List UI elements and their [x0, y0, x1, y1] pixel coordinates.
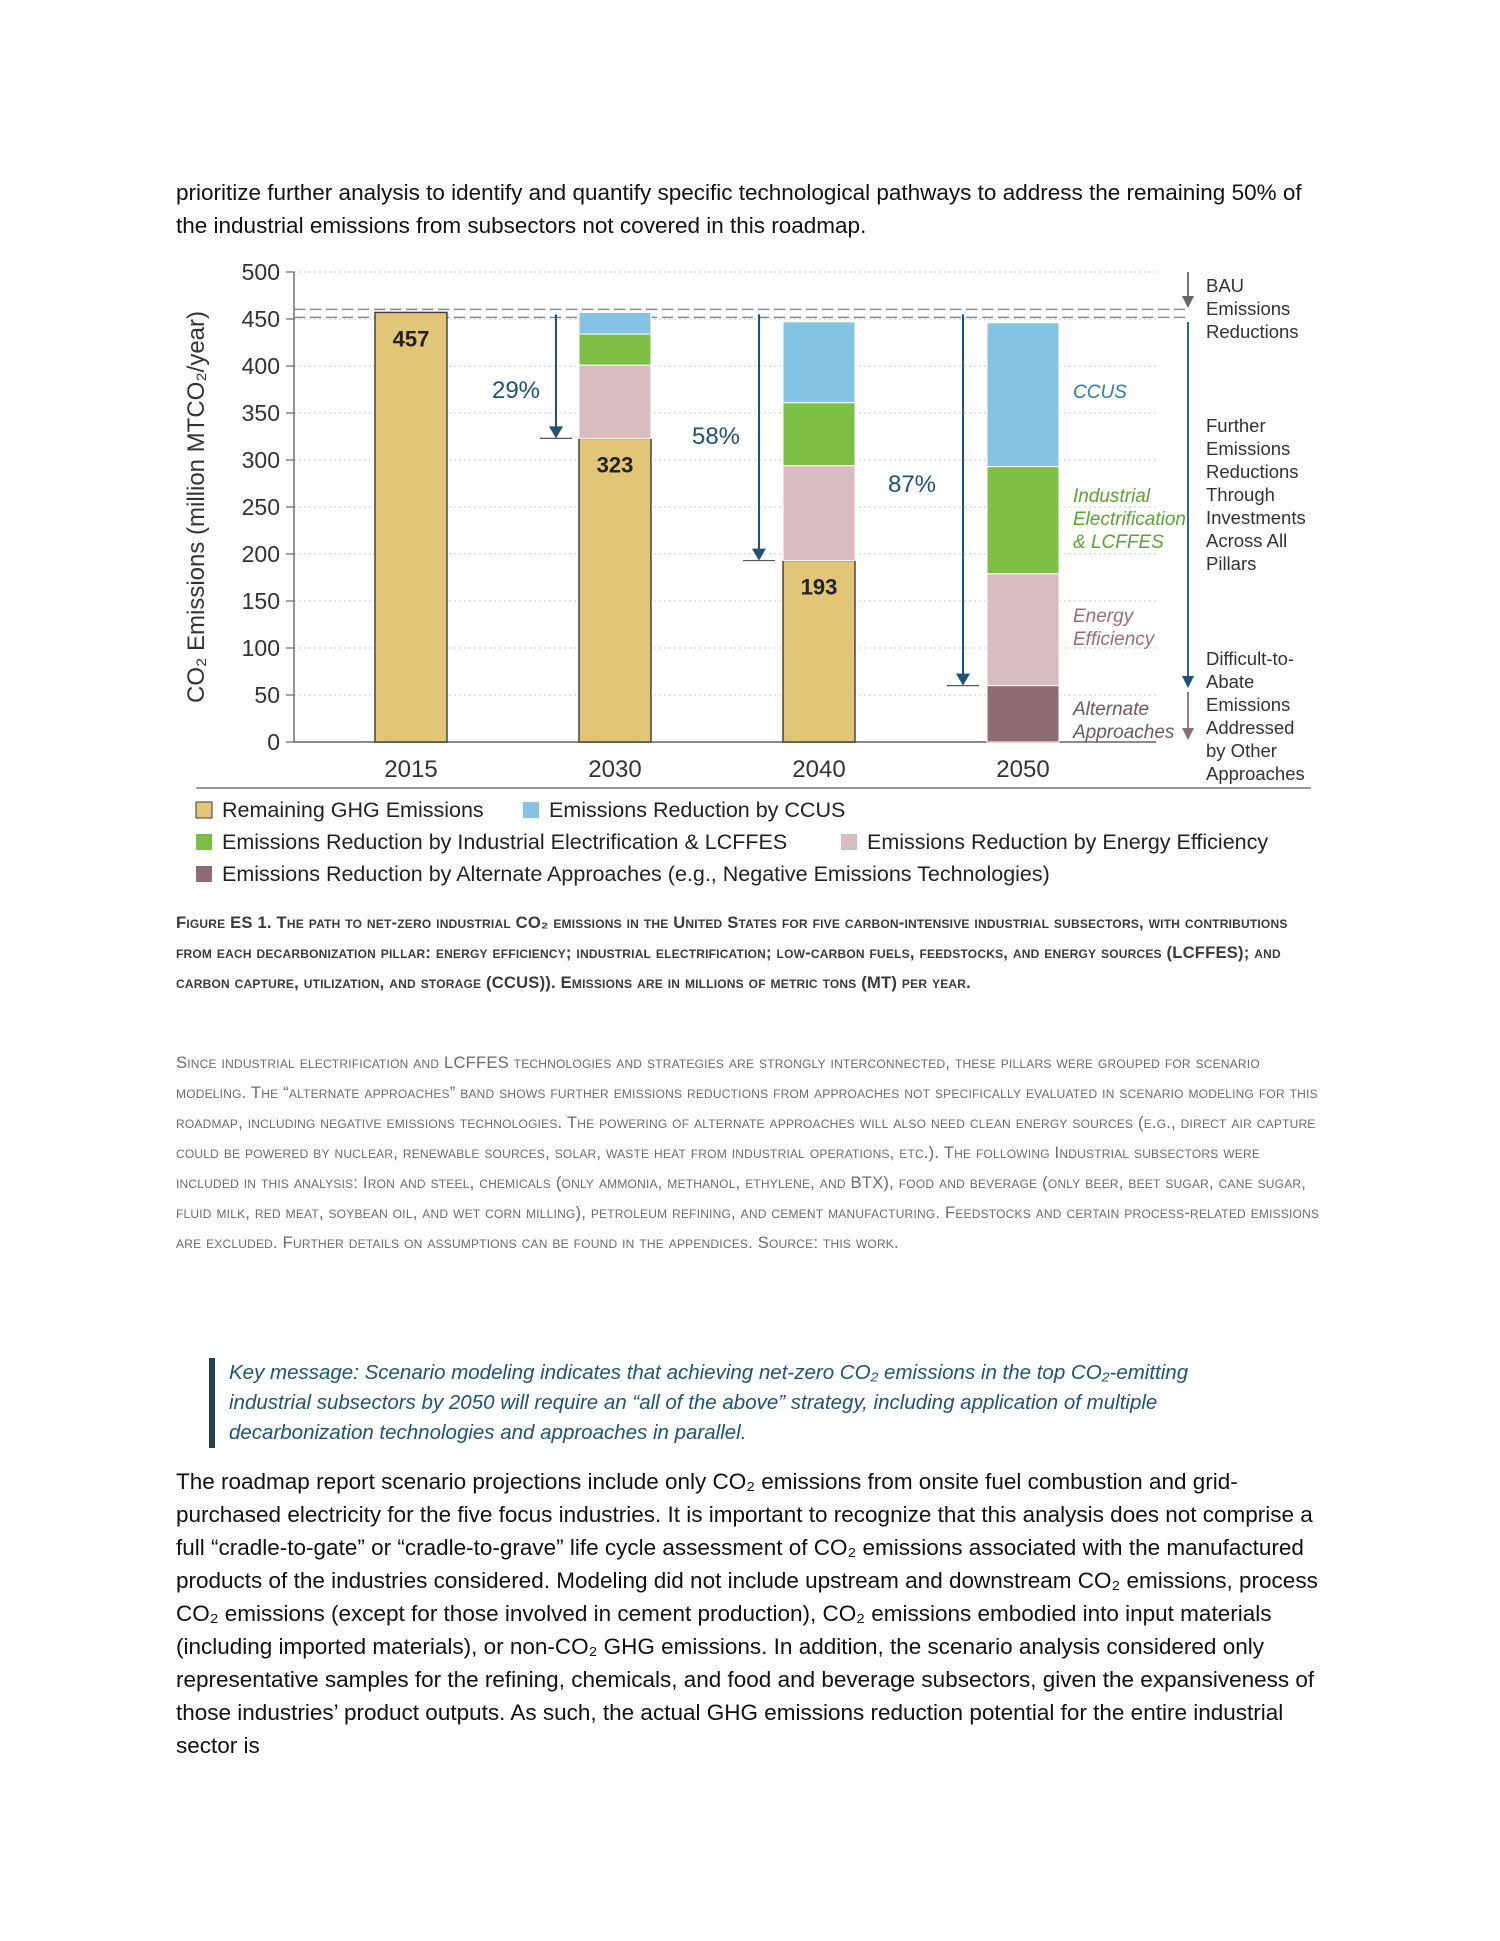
bar-segment: [579, 312, 651, 334]
legend-swatch: [841, 834, 857, 850]
bar-segment: [987, 323, 1059, 467]
band-label: Industrial: [1073, 486, 1151, 507]
bar-segment: [987, 467, 1059, 574]
side-annotation: Through: [1206, 484, 1275, 505]
key-message-box: [209, 1358, 1239, 1448]
reduction-percent-label: 58%: [691, 423, 741, 450]
y-axis-label: CO₂ Emissions (million MTCO₂/year): [183, 310, 210, 704]
bar-segment: [783, 403, 855, 466]
side-annotation: Reductions: [1206, 321, 1299, 342]
side-annotation: Difficult-to-: [1206, 648, 1295, 669]
bar-segment: [987, 574, 1059, 686]
reduction-arrowhead: [752, 549, 766, 561]
key-message-text: Key message: Scenario modeling indicates that achieving net-zero CO₂ emissions in the top CO₂-emitting industrial subsectors by 2050 will require an “all of the above” strategy, including application of multiple decarbonization technologies and approaches in parallel.: [229, 1361, 1189, 1444]
note-text: Since industrial electrification and LCFFES technologies and strategies are strongly interconnected, these pillars were grouped for scenario modeling. The “alternate approaches” band shows further emissions reductions from approaches not specifically evaluated in scenario modeling for this roadmap, including negative emissions technologies. The powering of alternate approaches will also need clean energy sources (e.g., direct air capture could be powered by nuclear, renewable sources, solar, waste heat from industrial operations, etc.). The following Industrial subsectors were included in this analysis: Iron and steel, chemicals (only ammonia, methanol, ethylene, and BTX), food and beverage (only beer, beet sugar, cane sugar, fluid milk, red meat, soybean oil, and wet corn milling), petroleum refining, and cement manufacturing. Feedstocks and certain process-related emissions are excluded. Further details on assumptions can be found in the appendices. Source: this work.: [176, 1053, 1320, 1252]
side-annotation: Across All: [1206, 530, 1288, 551]
bar-segment: [375, 312, 447, 742]
bar-segment: [783, 322, 855, 403]
x-tick-label: 2040: [792, 756, 846, 783]
y-tick-label: 300: [241, 447, 280, 473]
y-tick-label: 350: [241, 400, 280, 426]
body-paragraph: [176, 1465, 1326, 1762]
side-annotation: by Other: [1206, 740, 1277, 761]
y-tick-label: 450: [241, 306, 280, 332]
emissions-chart: [176, 252, 1326, 892]
side-annotation: Abate: [1206, 671, 1255, 692]
y-tick-label: 0: [267, 729, 280, 755]
side-annotation: Emissions: [1206, 298, 1291, 319]
reduction-percent-label: 87%: [887, 471, 937, 498]
data-label: 193: [800, 574, 838, 600]
bar-segment: [579, 334, 651, 365]
y-tick-label: 50: [254, 682, 280, 708]
figure-caption: [176, 908, 1326, 998]
legend-label: Emissions Reduction by Alternate Approaches (e.g., Negative Emissions Technologies): [222, 862, 1050, 886]
side-annotation: Emissions: [1206, 438, 1291, 459]
reduction-arrowhead: [956, 674, 970, 686]
band-label: Efficiency: [1073, 629, 1155, 650]
legend-swatch: [196, 866, 212, 882]
y-tick-label: 250: [241, 494, 280, 520]
data-label: 323: [596, 452, 634, 478]
intro-paragraph: [176, 176, 1326, 242]
x-tick-label: 2015: [384, 756, 438, 783]
y-tick-label: 500: [241, 259, 280, 285]
bau-reduction-arrowhead: [1182, 296, 1194, 308]
band-label: CCUS: [1073, 382, 1127, 403]
side-annotation: Addressed: [1206, 717, 1295, 738]
difficult-abate-arrowhead: [1182, 728, 1194, 740]
legend-swatch: [523, 802, 539, 818]
bar-segment: [783, 466, 855, 561]
intro-text: prioritize further analysis to identify and quantify specific technological pathways to address the remaining 50% of the industrial emissions from subsectors not covered in this roadmap.: [176, 180, 1302, 238]
band-label: Energy: [1073, 606, 1134, 627]
bar-segment: [987, 686, 1059, 742]
band-label: Alternate: [1073, 699, 1150, 720]
legend-label: Emissions Reduction by CCUS: [549, 798, 846, 822]
band-label: & LCFFES: [1073, 532, 1164, 553]
band-label: Approaches: [1073, 722, 1175, 743]
legend-label: Emissions Reduction by Energy Efficiency: [867, 830, 1269, 854]
y-tick-label: 200: [241, 541, 280, 567]
legend-label: Remaining GHG Emissions: [222, 798, 484, 822]
figure-note: [176, 1048, 1326, 1258]
side-annotation: Investments: [1206, 507, 1306, 528]
band-label: Electrification: [1073, 509, 1186, 530]
side-annotation: Approaches: [1206, 763, 1305, 784]
reduction-arrowhead: [549, 426, 563, 438]
bar-segment: [579, 438, 651, 742]
y-tick-label: 100: [241, 635, 280, 661]
side-annotation: Reductions: [1206, 461, 1299, 482]
legend-swatch: [196, 802, 212, 818]
y-tick-label: 400: [241, 353, 280, 379]
caption-text: Figure ES 1. The path to net-zero industrial CO₂ emissions in the United States for five carbon-intensive industrial subsectors, with contributions from each decarbonization pillar: energy efficiency; industrial electrification; low-carbon fuels, feedstocks, and energy sources (LCFFES); and carbon capture, utilization, and storage (CCUS)). Emissions are in millions of metric tons (MT) per year.: [176, 913, 1288, 992]
side-annotation: Emissions: [1206, 694, 1291, 715]
further-reduction-arrowhead: [1182, 676, 1194, 688]
side-annotation: Pillars: [1206, 553, 1257, 574]
legend-swatch: [196, 834, 212, 850]
data-label: 457: [392, 326, 430, 352]
x-tick-label: 2030: [588, 756, 642, 783]
reduction-percent-label: 29%: [491, 377, 541, 404]
body-text: The roadmap report scenario projections include only CO₂ emissions from onsite fuel combustion and grid-purchased electricity for the five focus industries. It is important to recognize that this analysis does not comprise a full “cradle-to-gate” or “cradle-to-grave” life cycle assessment of CO₂ emissions associated with the manufactured products of the industries considered. Modeling did not include upstream and downstream CO₂ emissions, process CO₂ emissions (except for those involved in cement production), CO₂ emissions embodied into input materials (including imported materials), or non-CO₂ GHG emissions. In addition, the scenario analysis considered only representative samples for the refining, chemicals, and food and beverage subsectors, given the expansiveness of those industries’ product outputs. As such, the actual GHG emissions reduction potential for the entire industrial sector is: [176, 1469, 1318, 1758]
side-annotation: BAU: [1206, 275, 1245, 296]
legend-label: Emissions Reduction by Industrial Electrification & LCFFES: [222, 830, 788, 854]
side-annotation: Further: [1206, 415, 1266, 436]
bar-segment: [579, 365, 651, 438]
y-tick-label: 150: [241, 588, 280, 614]
x-tick-label: 2050: [996, 756, 1050, 783]
